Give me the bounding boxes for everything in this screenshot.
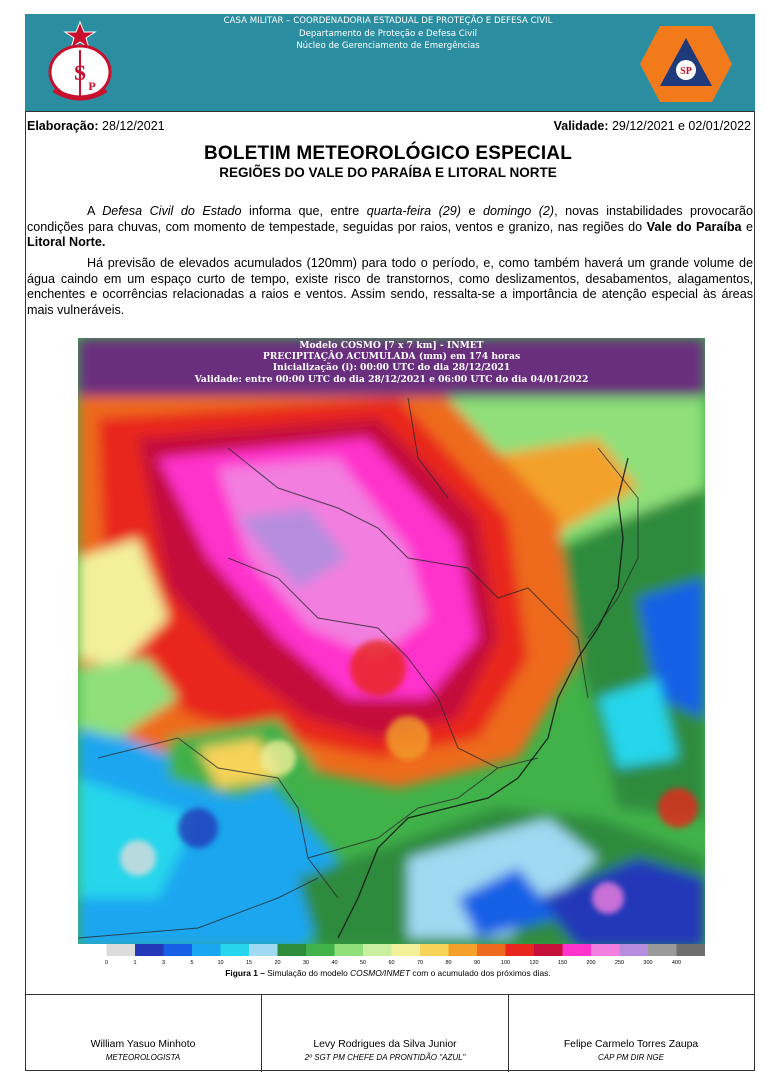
bulletin-title: BOLETIM METEOROLÓGICO ESPECIAL [203,143,573,164]
scale-tick-label: 40 [331,960,338,966]
scale-tick-label: 100 [500,960,511,966]
svg-text:SP: SP [680,66,692,77]
scale-swatch [107,944,136,956]
scale-tick-label: 250 [614,960,625,966]
scale-swatch [135,944,164,956]
scale-swatch [648,944,677,956]
header-text [150,15,626,53]
paragraph-2: Há previsão de elevados acumulados (120mm) para todo o período, e, como também haverá um grande volume de água caindo em um espaço curto de tempo, existe risco de transtornos, como deslizamentos, desabamentos, alagamentos, enchentes e ocorrências relacionadas a raios e ventos. Assim sendo, ressalta-se a importância de atenção especial às áreas mais vulneráveis. [27,256,753,317]
scale-tick-label: 400 [671,960,682,966]
scale-swatch [563,944,592,956]
signatory-role: 2º SGT PM CHEFE DA PRONTIDÃO "AZUL" [304,1053,466,1062]
scale-swatch [591,944,620,956]
signatory-name: William Yasuo Minhoto [90,1039,196,1050]
scale-swatch [278,944,307,956]
scale-tick-label: 120 [529,960,539,966]
scale-swatch [335,944,364,956]
signature-block-2 [261,995,509,1072]
map-title-line-2: PRECIPITAÇÃO ACUMULADA (mm) em 174 horas [262,351,521,363]
precipitation-color-scale [78,944,705,966]
scale-swatch [420,944,449,956]
scale-swatch [620,944,649,956]
scale-tick-label: 300 [643,960,653,966]
validity-range: Validade: 29/12/2021 e 02/01/2022 [553,119,751,133]
scale-swatch [392,944,421,956]
signatory-role: CAP PM DIR NGE [598,1053,664,1062]
scale-swatch [306,944,335,956]
sao-paulo-coat-of-arms-logo [40,20,120,104]
defesa-civil-logo [638,24,734,104]
scale-tick-label: 20 [274,960,281,966]
precipitation-map [78,338,705,966]
scale-swatch [506,944,535,956]
svg-text:S: S [73,60,87,85]
scale-tick-label: 50 [359,960,367,966]
map-title-line-3: Inicialização (i): 00:00 UTC do dia 28/12/2021 [272,362,511,374]
scale-tick-label: 10 [217,960,224,966]
bulletin-subtitle: REGIÕES DO VALE DO PARAÍBA E LITORAL NORTE [219,165,557,180]
scale-swatch [677,944,706,956]
scale-tick-label: 5 [190,960,194,966]
scale-tick-label: 90 [473,960,481,966]
scale-tick-label: 200 [586,960,596,966]
elaboration-date: Elaboração: 28/12/2021 [27,119,165,133]
header-line-1: CASA MILITAR – COORDENADORIA ESTADUAL DE PROTEÇÃO E DEFESA CIVIL [223,16,553,26]
scale-tick-label: 1 [133,960,137,966]
scale-tick-label: 60 [388,960,395,966]
scale-tick-label: 15 [245,960,253,966]
scale-tick-label: 150 [557,960,568,966]
scale-swatch [449,944,478,956]
scale-tick-label: 70 [416,960,424,966]
svg-text:P: P [88,79,96,93]
signatory-role: METEOROLOGISTA [105,1053,181,1062]
figure-caption: Figura 1 – Simulação do modelo COSMO/INMET com o acumulado dos próximos dias. [225,968,551,978]
map-title-block [78,338,705,385]
scale-swatch [221,944,250,956]
signature-row [25,994,755,1072]
map-title-line-4: Validade: entre 00:00 UTC do dia 28/12/2021 e 06:00 UTC do dia 04/01/2022 [194,373,589,385]
scale-tick-label: 80 [445,960,452,966]
scale-swatch [78,944,107,956]
scale-swatch [192,944,221,956]
scale-swatch [477,944,506,956]
scale-tick-label: 0 [104,960,109,966]
scale-swatch [534,944,563,956]
scale-tick-label: 3 [161,960,166,966]
scale-swatch [363,944,392,956]
scale-swatch [249,944,278,956]
signature-block-1 [25,995,261,1072]
map-title-line-1: Modelo COSMO [7 x 7 km] - INMET [299,340,484,351]
precipitation-map-image [78,338,705,966]
header-separator [25,111,755,112]
header-line-3: Núcleo de Gerenciamento de Emergências [296,41,480,51]
header-line-2: Departamento de Proteção e Defesa Civil [299,28,477,39]
scale-tick-label: 30 [302,960,310,966]
signature-block-3 [507,995,755,1072]
paragraph-1: A Defesa Civil do Estado informa que, entre quarta-feira (29) e domingo (2), novas instabilidades provocarão condições para chuvas, com momento de tempestade, seguidas por raios, ventos e granizo, nas regiões do Vale do Paraíba e Litoral Norte. [27,204,753,250]
scale-swatch [164,944,193,956]
signatory-name: Felipe Carmelo Torres Zaupa [563,1039,699,1050]
signatory-name: Levy Rodrigues da Silva Junior [313,1039,457,1050]
